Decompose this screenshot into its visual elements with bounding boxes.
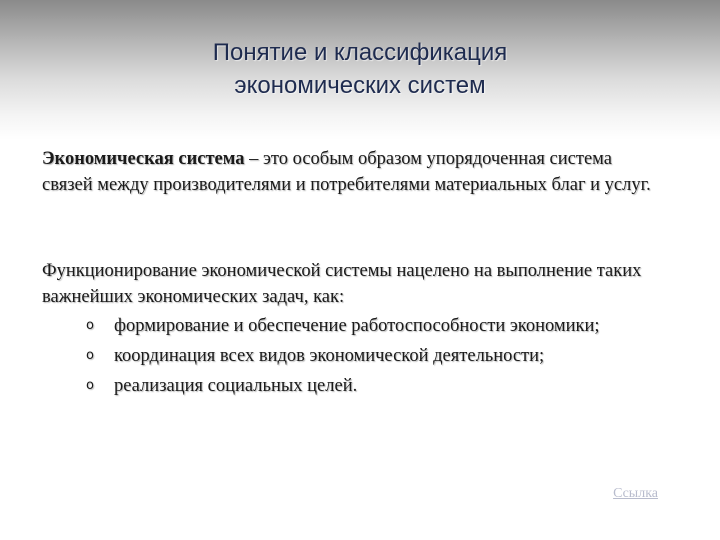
list-item [42, 343, 682, 369]
definition-paragraph [42, 146, 662, 198]
source-link[interactable]: Ссылка [613, 486, 658, 501]
list-item-text: формирование и обеспечение работоспособности экономики; [114, 316, 600, 336]
circle-bullet-icon: o [86, 348, 94, 363]
list-item [42, 373, 682, 399]
title-line-2: экономических систем [234, 72, 486, 99]
title-line-1: Понятие и классификация [212, 39, 508, 66]
intro-paragraph: Функционирование экономической системы нацелено на выполнение таких важнейших экономических задач, как: [42, 261, 642, 307]
definition-term: Экономическая система [42, 149, 245, 169]
list-item-text: координация всех видов экономической деятельности; [114, 346, 545, 366]
circle-bullet-icon: o [86, 378, 94, 393]
task-list [42, 313, 682, 403]
list-item [42, 313, 682, 339]
slide-title [100, 36, 620, 102]
definition-text: – это особым образом упорядоченная система связей между производителями и потребителями материальных благ и услуг. [42, 149, 651, 195]
list-item-text: реализация социальных целей. [114, 376, 358, 396]
circle-bullet-icon: o [86, 318, 94, 333]
